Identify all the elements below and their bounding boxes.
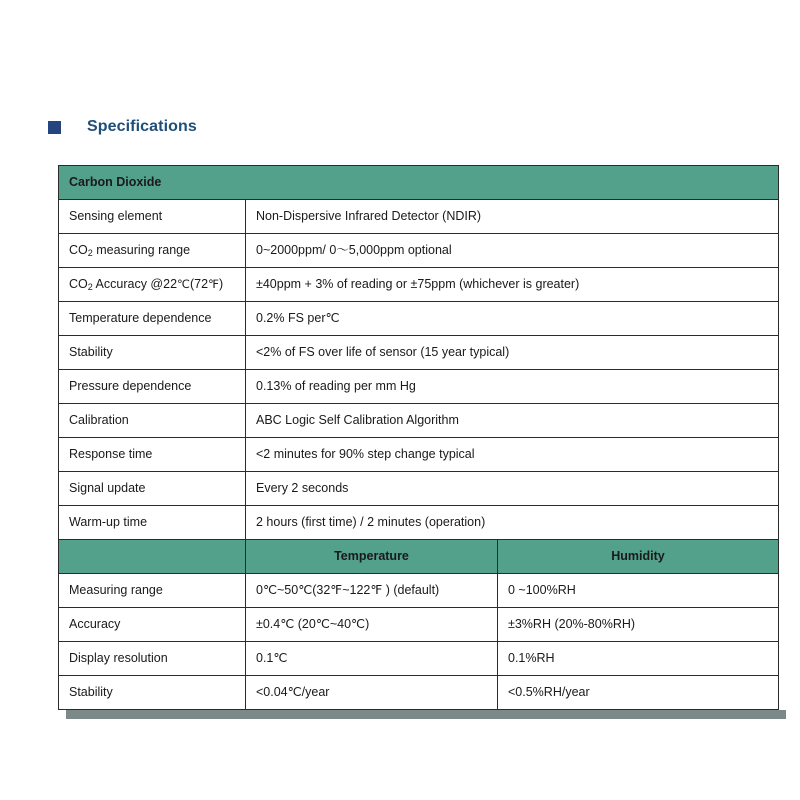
table-row	[59, 370, 779, 404]
table-row	[59, 506, 779, 540]
table-row	[59, 302, 779, 336]
row-value: ±40ppm + 3% of reading or ±75ppm (whichever is greater)	[246, 268, 779, 302]
row-value: 0~2000ppm/ 0〜5,000ppm optional	[246, 234, 779, 268]
bullet-square-icon	[48, 121, 61, 134]
row-value: 0.13% of reading per mm Hg	[246, 370, 779, 404]
row-value: 2 hours (first time) / 2 minutes (operation)	[246, 506, 779, 540]
row-label: Warm-up time	[59, 506, 246, 540]
table-row	[59, 608, 779, 642]
row-label: Pressure dependence	[59, 370, 246, 404]
row-label: Stability	[59, 676, 246, 710]
table-row	[59, 574, 779, 608]
row-value: ABC Logic Self Calibration Algorithm	[246, 404, 779, 438]
row-value-temperature: 0.1℃	[246, 642, 498, 676]
row-label: Accuracy	[59, 608, 246, 642]
row-value-humidity: <0.5%RH/year	[498, 676, 779, 710]
row-label: Calibration	[59, 404, 246, 438]
specifications-table	[58, 165, 779, 710]
table-band-row-temp-humidity	[59, 540, 779, 574]
row-value-humidity: 0 ~100%RH	[498, 574, 779, 608]
table-row	[59, 404, 779, 438]
row-label: Response time	[59, 438, 246, 472]
row-value-humidity: ±3%RH (20%-80%RH)	[498, 608, 779, 642]
row-value-temperature: 0℃~50℃(32℉~122℉ ) (default)	[246, 574, 498, 608]
table-row	[59, 336, 779, 370]
row-value-temperature: <0.04℃/year	[246, 676, 498, 710]
row-value: Non-Dispersive Infrared Detector (NDIR)	[246, 200, 779, 234]
specifications-table-wrapper	[58, 165, 778, 710]
table-row	[59, 234, 779, 268]
table-row	[59, 268, 779, 302]
table-band-row-co2	[59, 166, 779, 200]
row-value-humidity: 0.1%RH	[498, 642, 779, 676]
section-heading	[48, 118, 197, 136]
row-label: Display resolution	[59, 642, 246, 676]
table-row	[59, 472, 779, 506]
row-label: Measuring range	[59, 574, 246, 608]
table-row	[59, 438, 779, 472]
table-row	[59, 200, 779, 234]
row-value: <2% of FS over life of sensor (15 year typical)	[246, 336, 779, 370]
band-label-humidity: Humidity	[498, 540, 779, 574]
row-label: $CO_2$ Accuracy @22℃(72℉)	[59, 268, 246, 302]
row-label: Signal update	[59, 472, 246, 506]
row-label: $CO_2$ measuring range	[59, 234, 246, 268]
table-row	[59, 676, 779, 710]
page-title: Specifications	[87, 118, 197, 135]
row-label: Sensing element	[59, 200, 246, 234]
row-value-temperature: ±0.4℃ (20℃~40℃)	[246, 608, 498, 642]
row-value: 0.2% FS per℃	[246, 302, 779, 336]
row-value: Every 2 seconds	[246, 472, 779, 506]
band-label-blank	[59, 540, 246, 574]
band-label-temperature: Temperature	[246, 540, 498, 574]
row-label: Temperature dependence	[59, 302, 246, 336]
band-label-carbon-dioxide: Carbon Dioxide	[59, 166, 779, 200]
table-drop-shadow	[66, 710, 786, 719]
row-value: <2 minutes for 90% step change typical	[246, 438, 779, 472]
row-label: Stability	[59, 336, 246, 370]
table-row	[59, 642, 779, 676]
table-body	[59, 166, 779, 710]
